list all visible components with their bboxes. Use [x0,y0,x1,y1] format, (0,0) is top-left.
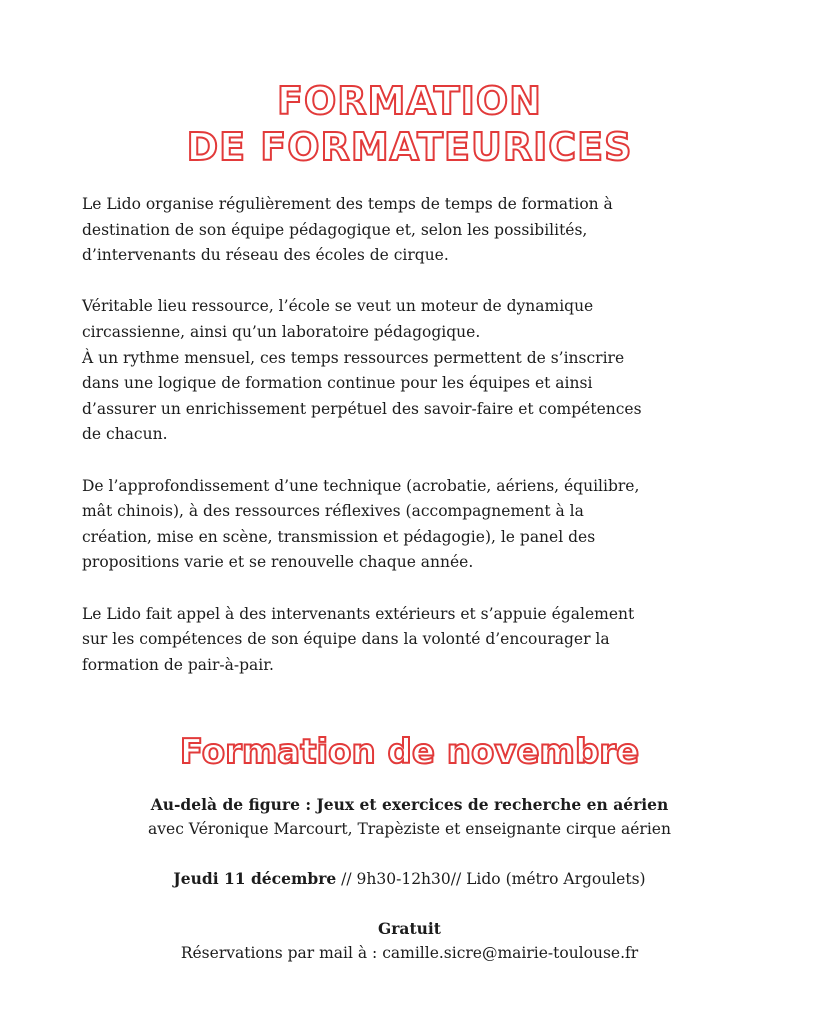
intro-text [82,192,742,704]
page-title [0,78,819,170]
event-date: Jeudi 11 décembre [173,869,337,888]
paragraph-2: Véritable lieu ressource, l’école se veut un moteur de dynamique circassienne, ainsi qu’un laboratoire pédagogique. À un rythme mensuel, ces temps ressources permettent de s’inscrire dans une logique de formation continue pour les équipes et ainsi d’assurer un enrichissement perpétuel des savoir-faire et compétences de chacun. [82,297,642,444]
price-label: Gratuit [378,919,441,938]
event-heading: Formation de novembre [179,732,640,772]
title-line-2: DE FORMATEURICES [186,125,633,169]
paragraph-3: De l’approfondissement d’une technique (acrobatie, aériens, équilibre, mât chinois), à des ressources réflexives (accompagnement à la création, mise en scène, transmission et pédagogie), le panel des propositions varie et se renouvelle chaque année. [82,476,640,572]
date-line [0,866,819,892]
title-line-1: FORMATION [277,79,542,123]
event-time-place: // 9h30-12h30// Lido (métro Argoulets) [336,870,646,888]
paragraph-4: Le Lido fait appel à des intervenants extérieurs et s’appuie également sur les compétences de son équipe dans la volonté d’encourager la formation de pair-à-pair. [82,604,635,674]
instructor-line: avec Véronique Marcourt, Trapèziste et enseignante cirque aérien [148,820,671,838]
reservation-line: Réservations par mail à : camille.sicre@mairie-toulouse.fr [180,944,639,962]
event-details [0,792,819,966]
workshop-title: Au-delà de figure : Jeux et exercices de recherche en aérien [150,795,669,814]
paragraph-1: Le Lido organise régulièrement des temps de temps de formation à destination de son équipe pédagogique et, selon les possibilités, d’intervenants du réseau des écoles de cirque. [82,195,613,265]
